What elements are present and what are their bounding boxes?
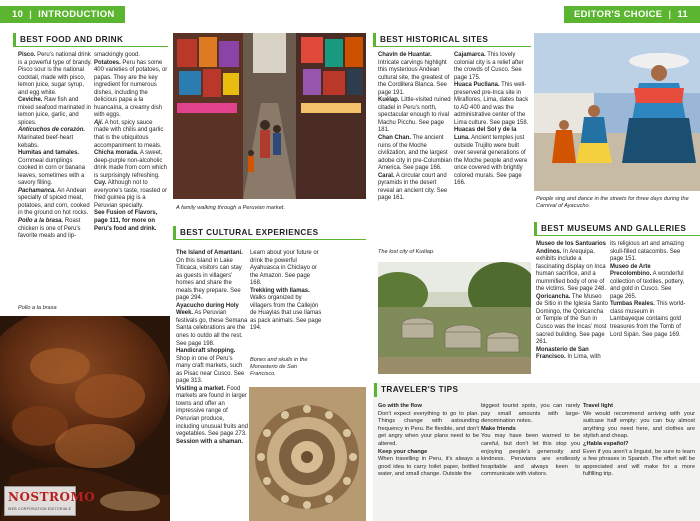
food-entry-lead: Ceviche. xyxy=(18,97,43,104)
historical-entry xyxy=(454,52,530,82)
museum-entry-text: In Lima, with xyxy=(565,354,601,361)
tips-column-3 xyxy=(583,403,695,479)
food-entry-lead: Chicha morada. xyxy=(94,150,139,157)
cultural-column-2 xyxy=(250,250,322,333)
tip-entry xyxy=(583,411,695,441)
cultural-entry xyxy=(176,386,248,439)
food-entry xyxy=(18,218,92,241)
food-entry xyxy=(18,150,92,188)
food-column-2 xyxy=(94,52,168,233)
food-column-1 xyxy=(18,52,92,241)
cultural-entry-lead: Trekking with llamas. xyxy=(250,287,310,294)
cultural-entry-lead: Visiting a market. xyxy=(176,385,226,392)
right-page-number: 11 xyxy=(677,9,688,20)
tip-entry-lead: ¿Habla español? xyxy=(583,440,629,447)
tip-entry xyxy=(378,456,479,479)
tip-entry-lead: Keep your change xyxy=(378,448,428,455)
food-entry-lead: Potatoes. xyxy=(94,59,121,66)
tip-entry-lead: Travel light xyxy=(583,403,614,409)
tip-entry xyxy=(583,449,695,479)
cultural-entry xyxy=(176,250,248,303)
historical-entry xyxy=(454,127,530,187)
historical-entry-lead: Huacas del Sol y de la Luna. xyxy=(454,127,517,142)
food-entry-text: Peru's national drink is a powerful type of brandy. Pisco sour is the national cocktail, made with pisco, lemon juice, sugar syrup, and egg white. xyxy=(18,52,92,96)
right-section-title: EDITOR'S CHOICE xyxy=(573,9,663,20)
food-entry-lead: Anticuchos de corazón. xyxy=(18,127,85,134)
tip-entry xyxy=(583,441,695,449)
historical-entry-lead: Chan Chan. xyxy=(378,135,411,142)
cultural-entry xyxy=(176,348,248,386)
museum-entry-lead: Tumbas Reales. xyxy=(610,301,655,308)
cultural-entry-text: Shop in one of Peru's many craft markets, such as Pisac near Cusco. See page 313. xyxy=(176,355,245,385)
tip-entry xyxy=(378,411,479,449)
food-entry-lead: Humitas and tamales. xyxy=(18,150,80,157)
left-page-tab: 10 | INTRODUCTION xyxy=(0,6,125,23)
bones-skulls-photo xyxy=(249,387,366,521)
historical-entry-lead: Caral. xyxy=(378,172,395,179)
museum-entry-text: A wonderful collection of textiles, pottery, and gold in Cusco. See page 265. xyxy=(610,271,685,300)
museum-entry-lead: Monasterio de San Francisco. xyxy=(536,346,589,361)
museum-entry xyxy=(610,264,686,302)
museums-column-1 xyxy=(536,241,608,362)
museums-heading: BEST MUSEUMS AND GALLERIES xyxy=(534,222,700,236)
cultural-entry xyxy=(176,439,248,447)
food-entry-lead: Pisco. xyxy=(18,52,36,58)
food-entry-text: Cornmeal dumplings cooked in corn or banana leaves, sometimes with a savory filling. xyxy=(18,157,86,187)
logo-tagline: WEB CORPORATION EDITORIALE xyxy=(8,507,72,511)
museum-entry xyxy=(536,294,608,347)
historical-entry xyxy=(378,52,452,97)
kuelap-caption: The lost city of Kuélap. xyxy=(378,249,435,255)
cultural-entry xyxy=(250,250,322,288)
food-entry xyxy=(18,52,92,97)
tip-entry-text: Don't expect everything to go to plan. Things change with astounding frequency in Peru. Be flexible, and don't get angry when your plans need to be altered. xyxy=(378,410,479,447)
historical-entry xyxy=(454,82,530,127)
market-photo xyxy=(173,33,366,199)
food-entry-text: An Andean specialty of spiced meat, potatoes, and corn, cooked in the ground on hot rocks. xyxy=(18,187,90,217)
market-caption: A family walking through a Peruvian market. xyxy=(176,205,285,211)
tip-entry xyxy=(378,403,479,411)
food-heading: BEST FOOD AND DRINK xyxy=(13,33,168,47)
tip-entry xyxy=(481,426,580,434)
food-entry xyxy=(94,120,168,150)
publisher-logo xyxy=(4,486,96,516)
tip-entry xyxy=(583,403,695,411)
tips-column-1 xyxy=(378,403,479,479)
food-entry xyxy=(18,97,92,127)
food-entry-text: Although not to everyone's taste, roasted or fried guinea pig is a Peruvian specialty. xyxy=(94,180,168,209)
food-entry-lead: See Fusion of Flavors, page 111, for more on Peru's food and drink. xyxy=(94,210,158,232)
museum-entry-lead: Museo de los Santuarios Andinos. xyxy=(536,241,606,255)
museums-column-2 xyxy=(610,241,686,339)
historical-entry-text: Ancient temples just outside Trujillo were built over several generations of the Moche people and were once covered with brightly colored murals. See page 166. xyxy=(454,135,528,187)
tip-entry-text: biggest tourist spots, you can rarely pay small amounts with large-denomination notes. xyxy=(481,403,580,425)
food-entry-text: Peru has some 400 varieties of potatoes, or papas. They are the key ingredient for numerous dishes, including the delicious papa a la huancaína, a creamy dish with eggs. xyxy=(94,59,168,119)
tip-entry xyxy=(481,433,580,479)
historical-entry xyxy=(378,173,452,203)
food-entry xyxy=(94,210,168,233)
museum-entry-text: The Museo de Sitio in the Iglesia Santo Domingo, the Qoricancha or Temple of the Sun in Cusco was the Incas' most sacred building. See page 261. xyxy=(536,293,608,346)
dancers-caption: People sing and dance in the streets for three days during the Carnival of Ayacucho. xyxy=(536,196,689,209)
cultural-entry-lead: Ayacucho during Holy Week. xyxy=(176,302,239,317)
food-entry-text: A sweet, deep-purple non-alcoholic drink made from corn which is surprisingly refreshing. xyxy=(94,150,167,179)
cultural-entry-text: As Peruvian festivals go, these Semana Santa celebrations are the ones to outdo all the rest. See page 198. xyxy=(176,310,248,347)
historical-column-1 xyxy=(378,52,452,203)
historical-entry-lead: Chavín de Huantar. xyxy=(378,52,432,58)
cultural-entry xyxy=(176,303,248,348)
museum-entry-text: its religious art and amazing skull-filled catacombs. See page 151. xyxy=(610,241,684,263)
cultural-entry-text: Walks organized by villagers from the Callejón de Huaylas that use llamas as pack animals. See page 194. xyxy=(250,295,322,332)
tip-entry-text: We would recommend arriving with your suitcase half empty: you can buy almost anything you need here, and clothes are stylish and cheap. xyxy=(583,410,695,440)
museum-entry xyxy=(610,241,686,264)
cultural-column-1 xyxy=(176,250,248,446)
historical-entry-lead: Cajamarca. xyxy=(454,52,486,58)
historical-entry xyxy=(378,97,452,135)
logo-brand: NOSTROMO xyxy=(8,490,96,504)
historical-entry-text: Intricate carvings highlight this mysterious Andean cultural site, the greatest of the Cordillera Blanca. See page 191. xyxy=(378,59,450,96)
museum-entry-text: This world-class museum in Lambayeque contains gold treasures from the Tomb of Lord Sipán. See page 169. xyxy=(610,301,686,338)
tips-column-2 xyxy=(481,403,580,479)
cultural-entry-text: Learn about your future or drink the powerful Ayahuasca in Chiclayo or the Amazon. See page 168. xyxy=(250,250,319,287)
carnival-dancers-photo xyxy=(534,33,700,191)
food-entry xyxy=(18,188,92,218)
museum-entry-lead: Museo de Arte Precolombino. xyxy=(610,263,652,278)
historical-entry-text: A circular court and pyramids in the desert reveal an ancient city. See page 161. xyxy=(378,172,448,202)
historical-entry-text: Little-visited ruined citadel in Peru's north, spectacular enough to rival Machu Picchu. See page 181. xyxy=(378,97,451,134)
food-entry-lead: Pachamanca. xyxy=(18,187,56,194)
left-section-title: INTRODUCTION xyxy=(38,9,115,20)
historical-heading: BEST HISTORICAL SITES xyxy=(373,33,531,47)
food-entry-text: Raw fish and mixed seafood marinated in lemon juice, garlic, and spices. xyxy=(18,97,91,126)
pollo-caption: Pollo a la brasa xyxy=(18,305,57,311)
food-entry xyxy=(94,150,168,180)
cultural-entry xyxy=(250,288,322,333)
tip-entry-text: Even if you aren't a linguist, be sure to learn a few phrases in Spanish. The effort will be appreciated and will make for a more fulfilling trip. xyxy=(583,448,695,478)
museum-entry-text: In Arequipa, exhibits include a fascinating display on Inca human sacrifice, and a mummified body of one of the victims. See page 248. xyxy=(536,248,606,293)
tip-entry-text: When travelling in Peru, it's always a good idea to carry toilet paper, bottled water, and small change. Outside the xyxy=(378,456,479,478)
museum-entry xyxy=(536,241,608,294)
food-entry-lead: Pollo a la brasa. xyxy=(18,218,64,225)
food-entry xyxy=(94,52,168,60)
tip-entry-text: You may have been warned to be careful, but don't let this stop you enjoying people's generosity and kindness. Peruvians are endlessly hospitable and always keen to communicate with visitors. xyxy=(481,433,580,478)
page-header xyxy=(0,0,700,28)
bones-caption: Bones and skulls in the Monasterio de San Francisco. xyxy=(250,357,308,377)
kuelap-photo xyxy=(378,262,531,374)
food-entry xyxy=(94,180,168,210)
museum-entry-lead: Qoricancha. xyxy=(536,293,571,300)
museum-entry xyxy=(536,347,608,362)
food-entry-text: Marinated beef-heart kebabs. xyxy=(18,135,74,149)
historical-entry-text: The ancient ruins of the Moche civilization, and the largest adobe city in pre-Columbian America. See page 166. xyxy=(378,135,452,172)
tip-entry xyxy=(378,449,479,457)
cultural-heading: BEST CULTURAL EXPERIENCES xyxy=(173,226,366,240)
food-entry xyxy=(18,127,92,150)
food-entry-lead: Cuy. xyxy=(94,180,107,187)
food-entry-text: Roast chicken is one of Peru's favorite meals and lip- xyxy=(18,218,81,240)
tip-entry-lead: Make friends xyxy=(481,425,516,432)
cultural-entry-lead: The Island of Amantaní. xyxy=(176,250,243,256)
historical-entry-lead: Kuélap. xyxy=(378,97,400,104)
food-entry-text: smackingly good. xyxy=(94,52,140,58)
food-entry-lead: Ají. xyxy=(94,119,104,126)
cultural-entry-lead: Session with a shaman. xyxy=(176,438,243,445)
left-page-number: 10 xyxy=(12,9,24,20)
cultural-entry-text: On this island in Lake Titicaca, visitors can stay as guests in villagers' homes and share the meals they prepare. See page 294. xyxy=(176,257,242,302)
historical-entry-text: This well-preserved pre-Inca site in Miraflores, Lima, dates back to AD 400 and was the administrative center of the Lima culture. See page 158. xyxy=(454,82,529,126)
tip-entry xyxy=(481,403,580,426)
cultural-entry-lead: Handicraft shopping. xyxy=(176,348,236,355)
food-entry xyxy=(94,60,168,120)
museum-entry xyxy=(610,301,686,339)
right-page-tab: EDITOR'S CHOICE | 11 xyxy=(564,6,700,23)
food-entry-text: A hot, spicy sauce made with chilis and garlic that is the ubiquitous accompaniment to meals. xyxy=(94,119,164,149)
historical-column-2 xyxy=(454,52,530,188)
historical-entry-lead: Huaca Pucllana. xyxy=(454,82,500,89)
cultural-entry-text: Food markets are found in larger towns and offer an impressive range of Peruvian produce, including unusual fruits and vegetables. See page 273. xyxy=(176,385,248,438)
tip-entry-lead: Go with the flow xyxy=(378,403,422,409)
historical-entry xyxy=(378,135,452,173)
tips-heading: TRAVELER'S TIPS xyxy=(374,383,494,397)
historical-entry-text: This lovely colonial city is a relief after the crowds of Cusco. See page 175. xyxy=(454,52,524,81)
